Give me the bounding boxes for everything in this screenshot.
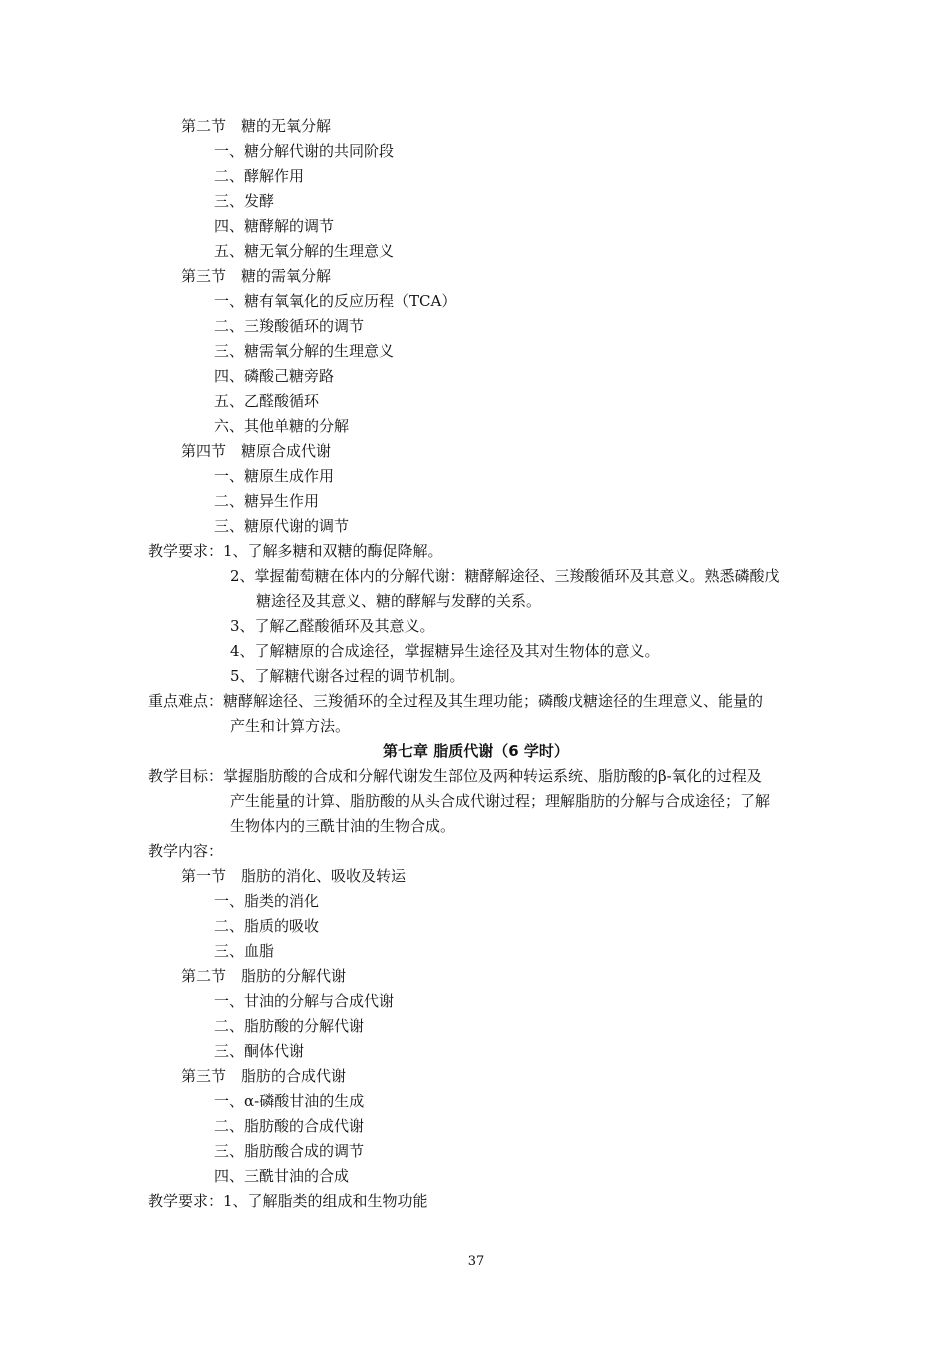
teaching-requirements: 教学要求：1、了解多糖和双糖的酶促降解。 [148, 542, 443, 560]
section-heading: 第二节 脂肪的分解代谢 [181, 967, 347, 985]
list-item: 二、脂肪酸的合成代谢 [214, 1117, 365, 1135]
requirement-item: 4、了解糖原的合成途径，掌握糖异生途径及其对生物体的意义。 [230, 642, 660, 660]
list-item: 三、糖原代谢的调节 [214, 517, 350, 535]
list-item: 五、糖无氧分解的生理意义 [214, 242, 395, 260]
requirement-continuation: 糖途径及其意义、糖的酵解与发酵的关系。 [256, 592, 542, 610]
section-heading: 第三节 糖的需氧分解 [181, 267, 332, 285]
list-item: 二、脂肪酸的分解代谢 [214, 1017, 365, 1035]
list-item: 一、糖有氧氧化的反应历程（TCA） [214, 292, 457, 310]
section-heading: 第二节 糖的无氧分解 [181, 117, 332, 135]
objectives-continuation: 生物体内的三酰甘油的生物合成。 [230, 817, 456, 835]
list-item: 三、发酵 [214, 192, 275, 210]
list-item: 一、α-磷酸甘油的生成 [214, 1092, 365, 1110]
objectives-continuation: 产生能量的计算、脂肪酸的从头合成代谢过程；理解脂肪的分解与合成途径；了解 [230, 792, 771, 810]
requirement-item: 5、了解糖代谢各过程的调节机制。 [230, 667, 465, 685]
list-item: 一、糖分解代谢的共同阶段 [214, 142, 395, 160]
chapter-title: 第七章 脂质代谢（6 学时） [383, 742, 569, 760]
list-item: 三、糖需氧分解的生理意义 [214, 342, 395, 360]
list-item: 一、甘油的分解与合成代谢 [214, 992, 395, 1010]
teaching-requirements: 教学要求：1、了解脂类的组成和生物功能 [148, 1192, 428, 1210]
requirement-item: 2、掌握葡萄糖在体内的分解代谢：糖酵解途径、三羧酸循环及其意义。熟悉磷酸戊 [230, 567, 780, 585]
list-item: 三、血脂 [214, 942, 275, 960]
list-item: 二、三羧酸循环的调节 [214, 317, 365, 335]
section-heading: 第一节 脂肪的消化、吸收及转运 [181, 867, 407, 885]
key-difficulties-continuation: 产生和计算方法。 [230, 717, 351, 735]
key-difficulties: 重点难点：糖酵解途径、三羧循环的全过程及其生理功能；磷酸戊糖途径的生理意义、能量的 [148, 692, 764, 710]
list-item: 四、三酰甘油的合成 [214, 1167, 350, 1185]
page-number: 37 [467, 1254, 485, 1269]
list-item: 六、其他单糖的分解 [214, 417, 350, 435]
list-item: 二、糖异生作用 [214, 492, 320, 510]
list-item: 三、酮体代谢 [214, 1042, 305, 1060]
list-item: 二、酵解作用 [214, 167, 305, 185]
list-item: 五、乙醛酸循环 [214, 392, 320, 410]
list-item: 四、磷酸己糖旁路 [214, 367, 335, 385]
section-heading: 第四节 糖原合成代谢 [181, 442, 332, 460]
list-item: 四、糖酵解的调节 [214, 217, 335, 235]
requirement-item: 3、了解乙醛酸循环及其意义。 [230, 617, 435, 635]
list-item: 三、脂肪酸合成的调节 [214, 1142, 365, 1160]
list-item: 一、脂类的消化 [214, 892, 320, 910]
teaching-objectives: 教学目标：掌握脂肪酸的合成和分解代谢发生部位及两种转运系统、脂肪酸的β-氧化的过程及 [148, 767, 762, 785]
teaching-content-label: 教学内容： [148, 842, 224, 860]
section-heading: 第三节 脂肪的合成代谢 [181, 1067, 347, 1085]
list-item: 二、脂质的吸收 [214, 917, 320, 935]
list-item: 一、糖原生成作用 [214, 467, 335, 485]
